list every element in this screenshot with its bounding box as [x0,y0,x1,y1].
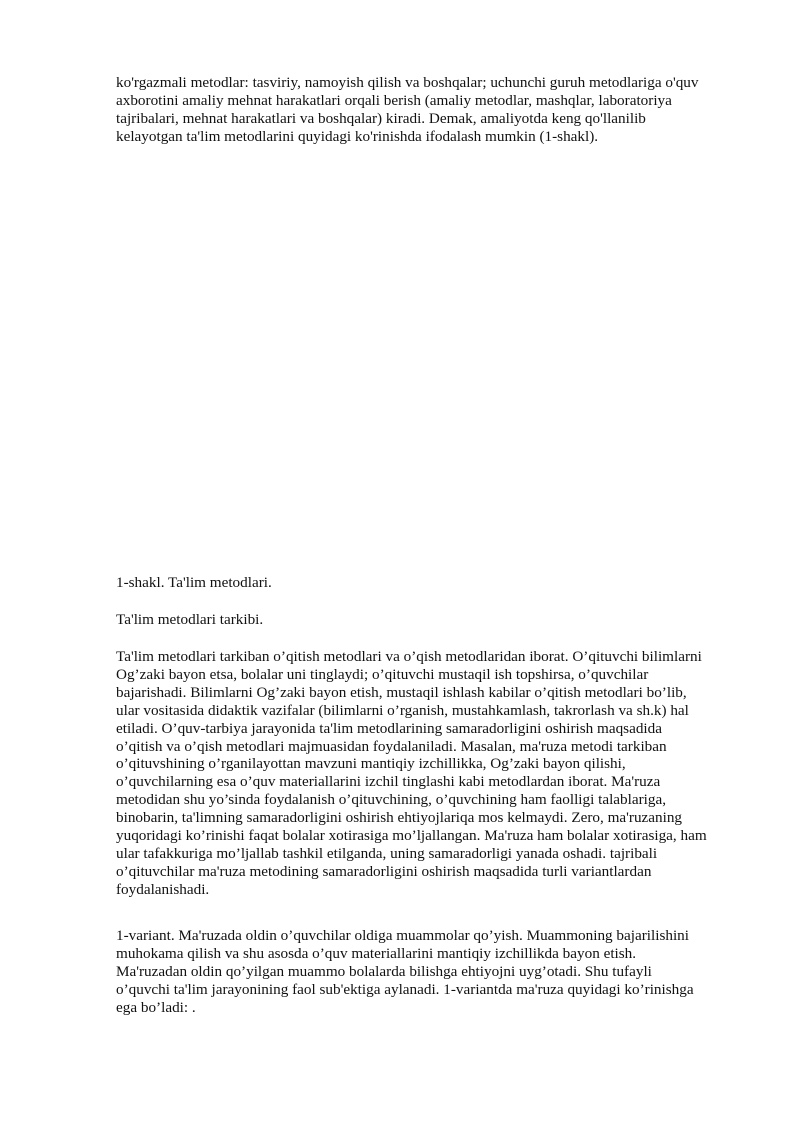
figure-placeholder [116,160,748,560]
section-heading: Ta'lim metodlari tarkibi. [116,611,264,628]
variant-paragraph: 1-variant. Ma'ruzada oldin o’quvchilar oldiga muammolar qo’yish. Muammoning bajarilishini muhokama qilish va shu asosda o’quv materiallarini mantiqiy izchillikda bayon etish. Ma'ruzadan oldin qo’yilgan muammo bolalarda bilishga ehtiyojni uyg’otadi. Shu tufayli o’quvchi ta'lim jarayonining faol sub'ektiga aylanadi. 1-variantda ma'ruza quyidagi ko’rinishga ega bo’ladi: . [116,927,694,1016]
figure-caption: 1-shakl. Ta'lim metodlari. [116,574,272,591]
main-paragraph: Ta'lim metodlari tarkiban o’qitish metodlari va o’qish metodlaridan iborat. O’qituvchi bilimlarni Og’zaki bayon etsa, bolalar uni tinglaydi; o’qituvchi mustaqil ish topshirsa, o’quvchilar bajarishadi. Bilimlarni Og’zaki bayon etish, mustaqil ishlash kabilar o’qitish metodlari bo’lib, ular vositasida didaktik vazifalar (bilimlarni o’rganish, mustahkamlash, takrorlash va sh.k) hal etiladi. O’quv-tarbiya jarayonida ta'lim metodlarining samaradorligini oshirish maqsadida o’qitish va o’qish metodlari majmuasidan foydalaniladi. Masalan, ma'ruza metodi tarkiban o’qituvshining o’rganilayottan mavzuni mantiqiy izchillikka, Og’zaki bayon qilishi, o’quvchilarning esa o’quv materiallarini izchil tinglashi kabi metodlardan iborat. Ma'ruza metodidan shu yo’sinda foydalanish o’qituvchining, o’quvchining ham faolligi talablariga, binobarin, ta'limning samaradorligini oshirish ehtiyojlariqa mos kelmaydi. Zero, ma'ruzaning yuqoridagi ko’rinishi faqat bolalar xotirasiga mo’ljallangan. Ma'ruza ham bolalar xotirasiga, ham ular tafakkuriga mo’ljallab tashkil etilganda, uning samaradorligi yanada oshadi. tajribali o’qituvchilar ma'ruza metodining samaradorligini oshirish maqsadida turli variantlardan foydalanishadi. [116,648,707,898]
intro-paragraph: ko'rgazmali metodlar: tasviriy, namoyish qilish va boshqalar; uchunchi guruh metodlariga o'quv axborotini amaliy mehnat harakatlari orqali berish (amaliy metodlar, mashqlar, laboratoriya tajribalari, mehnat harakatlari va boshqalar) kiradi. Demak, amaliyotda keng qo'llanilib kelayotgan ta'lim metodlarini quyidagi ko'rinishda ifodalash mumkin (1-shakl). [116,74,699,145]
